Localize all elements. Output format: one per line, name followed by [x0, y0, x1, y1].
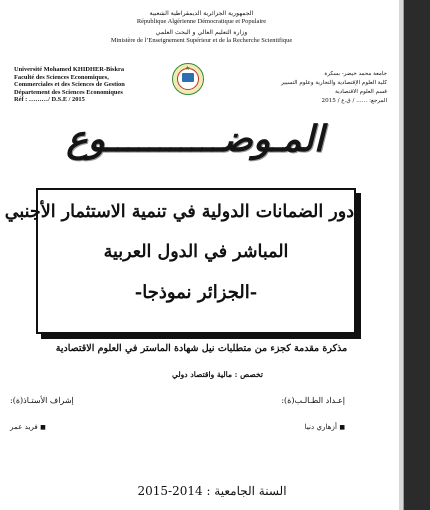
- faculty-name-ar: كلية العلوم الإقتصادية والتجارية وعلوم التسيير: [281, 80, 387, 86]
- department-name-fr: Département des Sciences Economiques: [14, 88, 123, 96]
- bullet-icon: ■: [339, 424, 345, 431]
- title-line-2: المباشر في الدول العربية: [103, 242, 289, 262]
- title-box: [4, 188, 356, 334]
- department-name-ar: قسم العلوم الاقتصادية: [335, 89, 387, 95]
- student-name: أزهاري دنيا: [304, 422, 338, 431]
- university-french-block: [14, 66, 125, 104]
- subject-heading: المـوضـــــــــــوع: [66, 118, 324, 160]
- academic-year: السنة الجامعية : 2014-2015: [137, 484, 287, 498]
- thesis-note: مذكرة مقدمة كجزء من متطلبات نيل شهادة الماستر في العلوم الاقتصادية: [55, 343, 348, 354]
- student-label: إعـداد الطـالـب(ة):: [281, 396, 345, 405]
- reference-ar: المرجع: …… / ق.ع / 2015: [321, 98, 387, 104]
- bullet-icon: ■: [40, 424, 46, 431]
- page-edge: [399, 0, 403, 510]
- faculty-name-fr-cont: Commerciales et des Sciences de Gestion: [14, 81, 125, 89]
- republic-arabic: الجمهورية الجزائرية الديمقراطية الشعبية: [149, 10, 254, 17]
- supervisor-label: إشراف الأستـاذ(ة):: [10, 396, 74, 405]
- ministry-arabic: وزارة التعليم العالي و البحث العلمي: [155, 29, 248, 36]
- university-name-fr: Université Mohamed KHIDHER-Biskra: [14, 66, 125, 73]
- republic-french: République Algérienne Démocratique et Populaire: [136, 18, 267, 25]
- ministry-french: Ministère de l’Enseignement Supérieur et de la Recherche Scientifique: [110, 37, 293, 44]
- specialty: تخصص : مالية واقتصاد دولي: [172, 370, 264, 379]
- title-line-1: دور الضمانات الدولية في تنمية الاستثمار الأجنبي: [4, 202, 354, 222]
- title-line-3: -الجزائر نموذجا-: [134, 282, 258, 303]
- faculty-name-fr: Faculté des Sciences Economiques,: [14, 73, 109, 81]
- supervisor-name-row: [10, 422, 46, 431]
- reference-fr: Réf : ………/ D.S.E / 2015: [14, 96, 85, 104]
- supervisor-name: فريد عمر: [10, 422, 38, 431]
- university-name-ar: جامعة محمد خيضر- بسكرة: [324, 71, 387, 77]
- student-name-row: [305, 422, 345, 431]
- viewer-background: [404, 0, 430, 510]
- university-arabic-block: [252, 70, 387, 106]
- university-logo-icon: ★: [172, 63, 204, 95]
